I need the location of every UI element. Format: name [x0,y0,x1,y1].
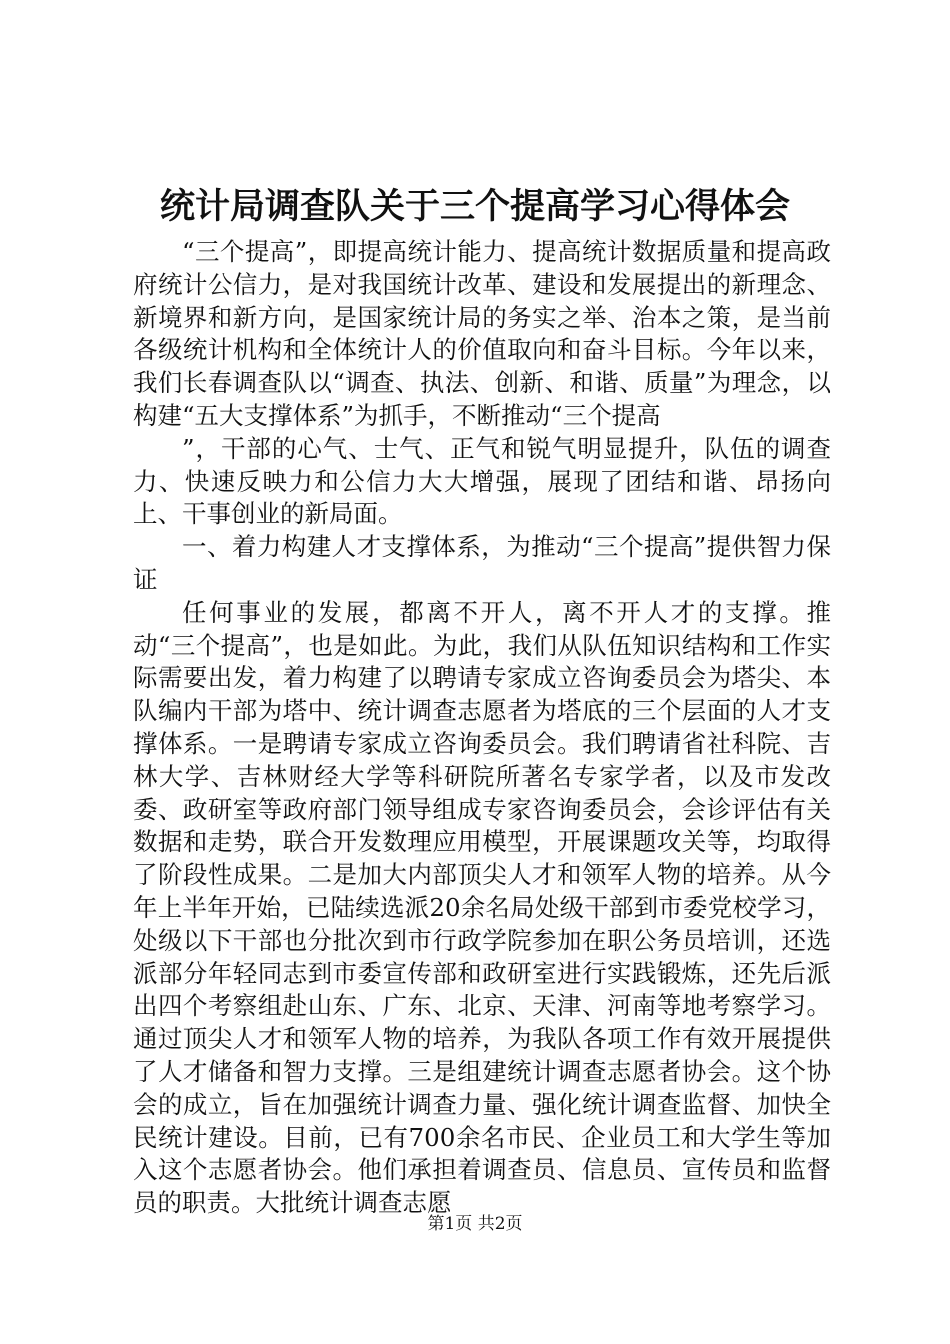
section-heading-1: 一、着力构建人才支撑体系，为推动“三个提高”提供智力保证 [133,532,831,594]
document-body [133,236,831,1220]
paragraph-intro: “三个提高”，即提高统计能力、提高统计数据质量和提高政府统计公信力，是对我国统计改革、建设和发展提出的新理念、新境界和新方向，是国家统计局的务实之举、治本之策，是当前各级统计机构和全体统计人的价值取向和奋斗目标。今年以来，我们长春调查队以“调查、执法、创新、和谐、质量”为理念，以构建“五大支撑体系”为抓手，不断推动“三个提高 [133,237,831,430]
paragraph-intro-continued: ”，干部的心气、士气、正气和锐气明显提升，队伍的调查力、快速反映力和公信力大大增强，展现了团结和谐、昂扬向上、干事创业的新局面。 [133,433,831,529]
paragraph-section-1: 任何事业的发展，都离不开人，离不开人才的支撑。推动“三个提高”，也是如此。为此，我们从队伍知识结构和工作实际需要出发，着力构建了以聘请专家成立咨询委员会为塔尖、本队编内干部为塔中、统计调查志愿者为塔底的三个层面的人才支撑体系。一是聘请专家成立咨询委员会。我们聘请省社科院、吉林大学、吉林财经大学等科研院所著名专家学者，以及市发改委、政研室等政府部门领导组成专家咨询委员会，会诊评估有关数据和走势，联合开发数理应用模型，开展课题攻关等，均取得了阶段性成果。二是加大内部顶尖人才和领军人物的培养。从今年上半年开始，已陆续选派20余名局处级干部到市委党校学习，处级以下干部也分批次到市行政学院参加在职公务员培训，还选派部分年轻同志到市委宣传部和政研室进行实践锻炼，还先后派出四个考察组赴山东、广东、北京、天津、河南等地考察学习。通过顶尖人才和领军人物的培养，为我队各项工作有效开展提供了人才储备和智力支撑。三是组建统计调查志愿者协会。这个协会的成立，旨在加强统计调查力量、强化统计调查监督、加快全民统计建设。目前，已有700余名市民、企业员工和大学生等加入这个志愿者协会。他们承担着调查员、信息员、宣传员和监督员的职责。大批统计调查志愿 [133,597,831,1218]
document-title: 统计局调查队关于三个提高学习心得体会 [159,186,790,227]
page-footer: 第1页 共2页 [427,1214,523,1234]
